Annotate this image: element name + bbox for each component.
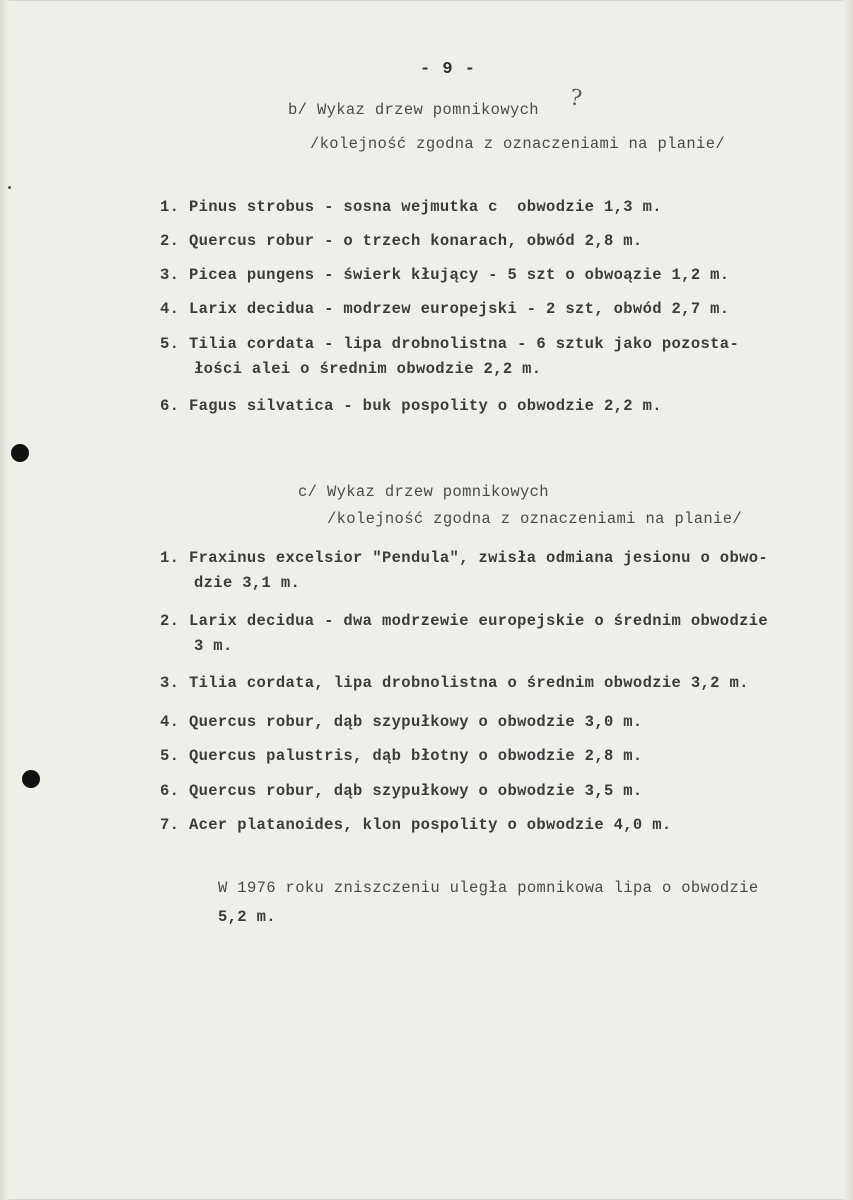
section-c-item-2-line-2: 3 m. xyxy=(194,637,233,655)
section-c-item-1-line-1: 1. Fraxinus excelsior "Pendula", zwisła odmiana jesionu o obwo- xyxy=(160,549,769,567)
binder-hole xyxy=(22,770,40,788)
section-c-item-6: 6. Quercus robur, dąb szypułkowy o obwodzie 3,5 m. xyxy=(160,782,643,800)
section-c-heading: c/ Wykaz drzew pomnikowych xyxy=(298,483,549,501)
section-b-item-4: 4. Larix decidua - modrzew europejski - 2 szt, obwód 2,7 m. xyxy=(160,300,730,318)
section-b-heading: b/ Wykaz drzew pomnikowych xyxy=(288,101,539,119)
section-b-item-5-line-2: łości alei o średnim obwodzie 2,2 m. xyxy=(194,360,542,378)
handwritten-question-mark: ? xyxy=(568,85,584,112)
closing-note-line-2: 5,2 m. xyxy=(218,908,276,926)
section-b-item-2: 2. Quercus robur - o trzech konarach, obwód 2,8 m. xyxy=(160,232,643,250)
binder-hole xyxy=(11,444,29,462)
section-c-item-2-line-1: 2. Larix decidua - dwa modrzewie europejskie o średnim obwodzie xyxy=(160,612,769,630)
page-right-edge xyxy=(843,0,853,1200)
section-c-item-1-line-2: dzie 3,1 m. xyxy=(194,574,301,592)
section-b-item-1: 1. Pinus strobus - sosna wejmutka c obwodzie 1,3 m. xyxy=(160,198,662,216)
section-b-subheading: /kolejność zgodna z oznaczeniami na planie/ xyxy=(310,135,726,153)
section-b-item-3: 3. Picea pungens - świerk kłujący - 5 szt o obwoązie 1,2 m. xyxy=(160,266,730,284)
closing-note-line-1: W 1976 roku zniszczeniu uległa pomnikowa lipa o obwodzie xyxy=(218,879,759,897)
page-left-edge xyxy=(0,0,9,1200)
section-b-item-5-line-1: 5. Tilia cordata - lipa drobnolistna - 6 sztuk jako pozosta- xyxy=(160,335,740,353)
section-c-item-5: 5. Quercus palustris, dąb błotny o obwodzie 2,8 m. xyxy=(160,747,643,765)
section-c-item-3: 3. Tilia cordata, lipa drobnolistna o średnim obwodzie 3,2 m. xyxy=(160,674,749,692)
section-c-item-4: 4. Quercus robur, dąb szypułkowy o obwodzie 3,0 m. xyxy=(160,713,643,731)
section-c-item-7: 7. Acer platanoides, klon pospolity o obwodzie 4,0 m. xyxy=(160,816,672,834)
section-c-subheading: /kolejność zgodna z oznaczeniami na planie/ xyxy=(327,510,743,528)
page-number: - 9 - xyxy=(420,60,477,79)
speck-mark xyxy=(8,186,11,189)
section-b-item-6: 6. Fagus silvatica - buk pospolity o obwodzie 2,2 m. xyxy=(160,397,662,415)
